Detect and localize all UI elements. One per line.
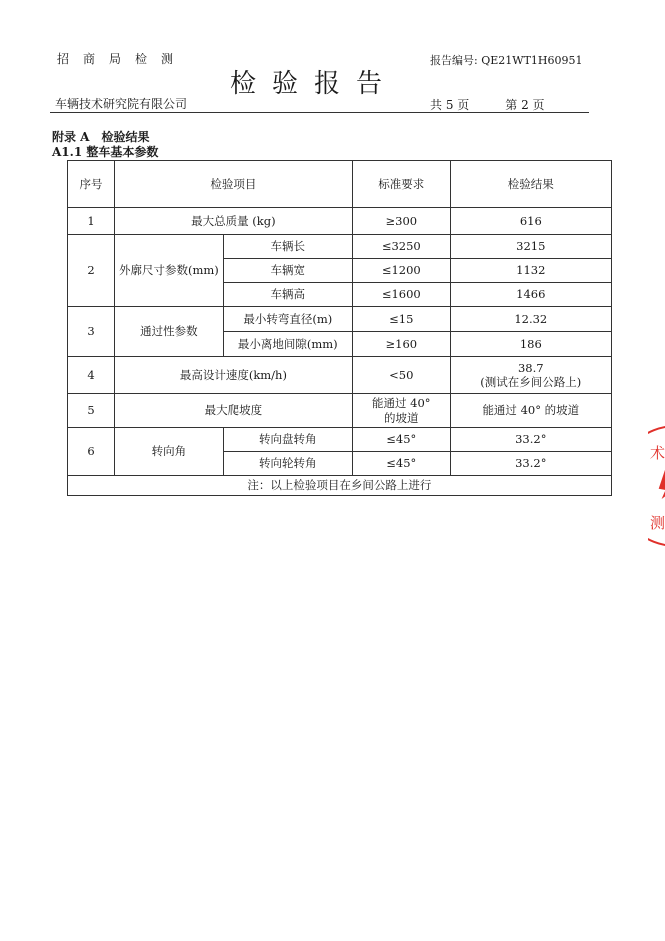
row-item: 最大总质量 (kg) [115,208,353,235]
row-group: 通过性参数 [115,307,224,357]
table-row [68,428,612,452]
header-result: 检验结果 [450,161,611,208]
row-result: 能通过 40° 的坡道 [450,394,611,428]
table-note: 注：以上检验项目在乡间公路上进行 [68,476,612,496]
row-item: 车辆长 [223,235,352,259]
header-requirement: 标准要求 [352,161,450,208]
table-row [68,394,612,428]
row-item: 最小离地间隙(mm) [223,332,352,357]
row-item: 最大爬坡度 [115,394,353,428]
row-no: 1 [68,208,115,235]
table-row [68,235,612,259]
header-no: 序号 [68,161,115,208]
results-table [67,160,612,496]
row-item: 车辆宽 [223,259,352,283]
row-result: 1466 [450,283,611,307]
row-requirement: ≥300 [352,208,450,235]
row-no: 4 [68,357,115,394]
appendix-title: 附录 A 检验结果 [52,130,150,144]
row-no: 6 [68,428,115,476]
row-item: 转向轮转角 [223,452,352,476]
row-requirement: ≤3250 [352,235,450,259]
row-requirement: ≤45° [352,428,450,452]
header-item: 检验项目 [115,161,353,208]
row-requirement: <50 [352,357,450,394]
row-no: 2 [68,235,115,307]
row-group: 外廓尺寸参数(mm) [115,235,224,307]
row-requirement: ≤15 [352,307,450,332]
row-requirement: ≥160 [352,332,450,357]
header-divider [50,112,589,113]
report-number-value: QE21WT1H60951 [481,54,583,67]
table-header-row [68,161,612,208]
organization-name: 车辆技术研究院有限公司 [55,97,188,111]
report-number [430,52,583,68]
table-note-row [68,476,612,496]
page-info: 共 5 页 第 2 页 [430,98,545,112]
row-result: 186 [450,332,611,357]
seal-graphic [648,418,665,553]
bureau-name: 招商局检测 [57,52,188,66]
section-title: A1.1 整车基本参数 [52,145,159,159]
row-item: 最高设计速度(km/h) [115,357,353,394]
row-result: 38.7 (测试在乡间公路上) [450,357,611,394]
row-item: 最小转弯直径(m) [223,307,352,332]
row-result: 33.2° [450,452,611,476]
row-item: 转向盘转角 [223,428,352,452]
seal-star [660,470,665,496]
page-title: 检验报告 [230,69,399,99]
row-no: 3 [68,307,115,357]
row-result: 33.2° [450,428,611,452]
seal-text-bottom: 测 [650,514,665,532]
row-requirement: ≤1200 [352,259,450,283]
row-result: 616 [450,208,611,235]
seal-text-top: 术 [650,444,665,462]
report-number-label: 报告编号: [430,54,478,67]
row-result: 3215 [450,235,611,259]
row-requirement: ≤1600 [352,283,450,307]
inspection-seal [648,418,665,553]
table-row [68,208,612,235]
table-row [68,357,612,394]
row-result: 1132 [450,259,611,283]
row-result: 12.32 [450,307,611,332]
row-requirement: 能通过 40° 的坡道 [352,394,450,428]
row-no: 5 [68,394,115,428]
row-group: 转向角 [115,428,224,476]
row-item: 车辆高 [223,283,352,307]
row-requirement: ≤45° [352,452,450,476]
table-row [68,307,612,332]
